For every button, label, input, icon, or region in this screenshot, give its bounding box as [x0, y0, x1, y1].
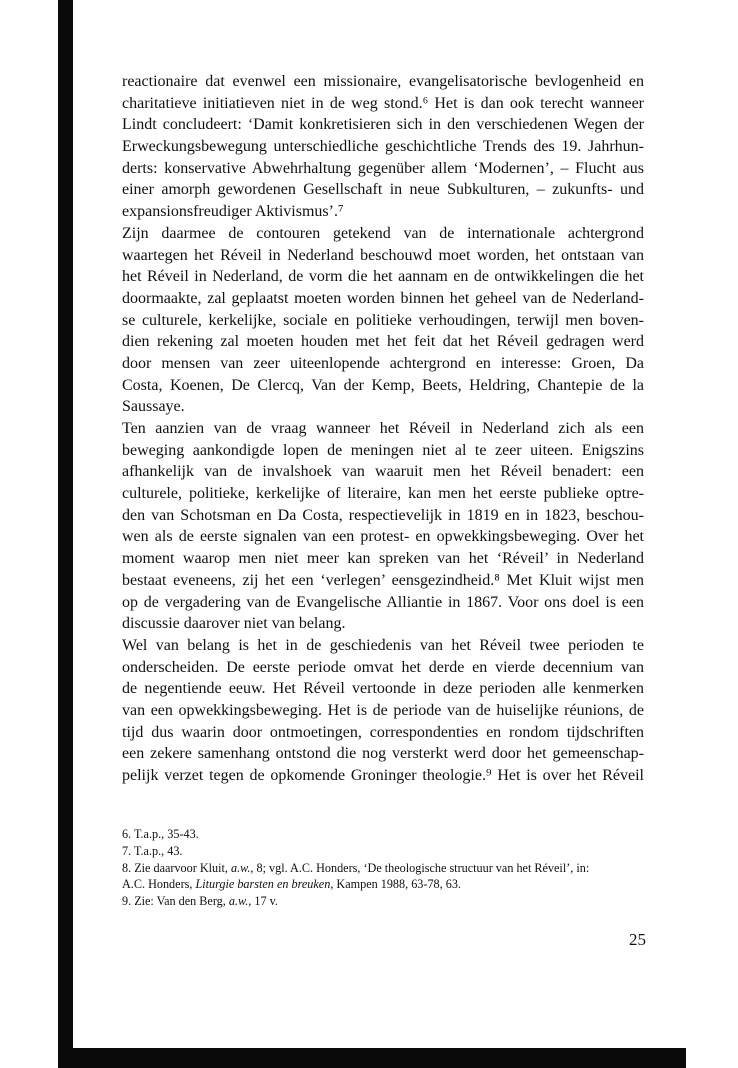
body-line: culturele, politieke, kerkelijke of literaire, kan men het eerste publieke optre-	[122, 485, 644, 503]
body-line: Lindt concludeert: ‘Damit konkretisieren sich in den verschiedenen Wegen der	[122, 116, 644, 134]
body-line: dien rekening zal moeten houden met het feit dat het Réveil gedragen werd	[122, 333, 644, 351]
footnote-8-text: 8. Zie daarvoor Kluit,	[122, 860, 231, 875]
body-line: Saussaye.	[122, 398, 185, 416]
footnote-8-text: , Kampen 1988, 63-78, 63.	[330, 877, 461, 892]
footnote-8-book-title: Liturgie barsten en breuken	[195, 877, 331, 892]
body-line: den van Schotsman en Da Costa, respectievelijk in 1819 en in 1823, beschou-	[122, 506, 644, 524]
body-line: beweging aankondigde lopen de meningen niet al te zeer uiteen. Enigszins	[122, 441, 644, 459]
footnote-7: 7. T.a.p., 43.	[122, 843, 183, 858]
body-line: van een opwekkingsbeweging. Het is de periode van de huiselijke réunions, de	[122, 701, 644, 719]
footnote-8-text: , 8; vgl. A.C. Honders, ‘De theologische structuur van het Réveil’, in:	[250, 860, 590, 875]
body-line: Zijn daarmee de contouren getekend van de internationale achtergrond	[122, 224, 644, 242]
footnote-9-aw: a.w.	[228, 894, 249, 909]
footnote-9	[122, 893, 644, 910]
body-line: tijd dus waarin door ontmoetingen, correspondenties en rondom tijdschriften	[122, 723, 644, 741]
footnote-6: 6. T.a.p., 35-43.	[122, 827, 199, 841]
footnote-8-aw: a.w.	[230, 860, 251, 875]
body-line: Wel van belang is het in de geschiedenis van het Réveil twee perioden te	[122, 636, 644, 654]
body-line: de negentiende eeuw. Het Réveil vertoonde in deze perioden alle kenmerken	[122, 680, 644, 698]
body-line: het Réveil in Nederland, de vorm die het aannam en de ontwikkelingen die het	[122, 268, 644, 286]
body-line: doormaakte, zal geplaatst moeten worden binnen het geheel van de Nederland-	[122, 289, 644, 307]
body-line: door mensen van zeer uiteenlopende achtergrond en interesse: Groen, Da	[122, 354, 644, 372]
footnote-9-text: 9. Zie: Van den Berg,	[122, 894, 229, 909]
body-line: pelijk verzet tegen de opkomende Groninger theologie.⁹ Het is over het Réveil	[122, 767, 644, 784]
body-line: Erweckungsbewegung unterschiedliche geschichtliche Trends des 19. Jahrhun-	[122, 138, 644, 156]
body-line: expansionsfreudiger Aktivismus’.⁷	[122, 203, 344, 221]
body-line: Ten aanzien van de vraag wanneer het Réveil in Nederland zich als een	[122, 420, 644, 437]
body-line: derts: konservative Abwehrhaltung gegenüber allem ‘Modernen’, – Flucht aus	[122, 159, 644, 177]
body-line: reactionaire dat evenwel een missionaire, evangelisatorische bevlogenheid en	[122, 73, 644, 90]
body-line: wen als de eerste signalen van een protest- en opwekkingsbeweging. Over het	[122, 528, 644, 546]
body-line: bestaat eveneens, zij het een ‘verlegen’ eensgezindheid.⁸ Met Kluit wijst men	[122, 571, 644, 589]
page-number: 25	[629, 930, 646, 949]
scan-border-bottom	[58, 1048, 686, 1068]
footnote-8-continued	[122, 876, 644, 893]
body-line: waartegen het Réveil in Nederland beschouwd moet worden, het ontstaan van	[122, 246, 644, 264]
body-line: moment waarop men niet meer kan spreken van het ‘Réveil’ in Nederland	[122, 550, 644, 568]
footnote-9-text: , 17 v.	[248, 894, 278, 909]
body-line: onderscheiden. De eerste periode omvat het derde en vierde decennium van	[122, 658, 644, 676]
body-text	[122, 71, 644, 787]
body-line: se culturele, kerkelijke, sociale en politieke verhoudingen, terwijl men boven-	[122, 311, 644, 329]
body-line: charitatieve initiatieven niet in de weg stond.⁶ Het is dan ook terecht wanneer	[122, 94, 644, 112]
body-line: op de vergadering van de Evangelische Alliantie in 1867. Voor ons doel is een	[122, 593, 644, 611]
body-line: discussie daarover niet van belang.	[122, 615, 346, 633]
body-line: een zekere samenhang ontstond die nog versterkt werd door het gemeenschap-	[122, 745, 644, 763]
footnotes	[122, 826, 644, 910]
footnote-8-text: A.C. Honders,	[122, 877, 196, 892]
scan-border-left	[58, 0, 73, 1068]
footnote-8	[122, 860, 644, 877]
body-line: afhankelijk van de invalshoek van waaruit men het Réveil benadert: een	[122, 463, 644, 481]
body-line: einer amorph gewordenen Gesellschaft in neue Subkulturen, – zukunfts- und	[122, 181, 644, 199]
body-line: Costa, Koenen, De Clercq, Van der Kemp, Beets, Heldring, Chantepie de la	[122, 376, 644, 394]
